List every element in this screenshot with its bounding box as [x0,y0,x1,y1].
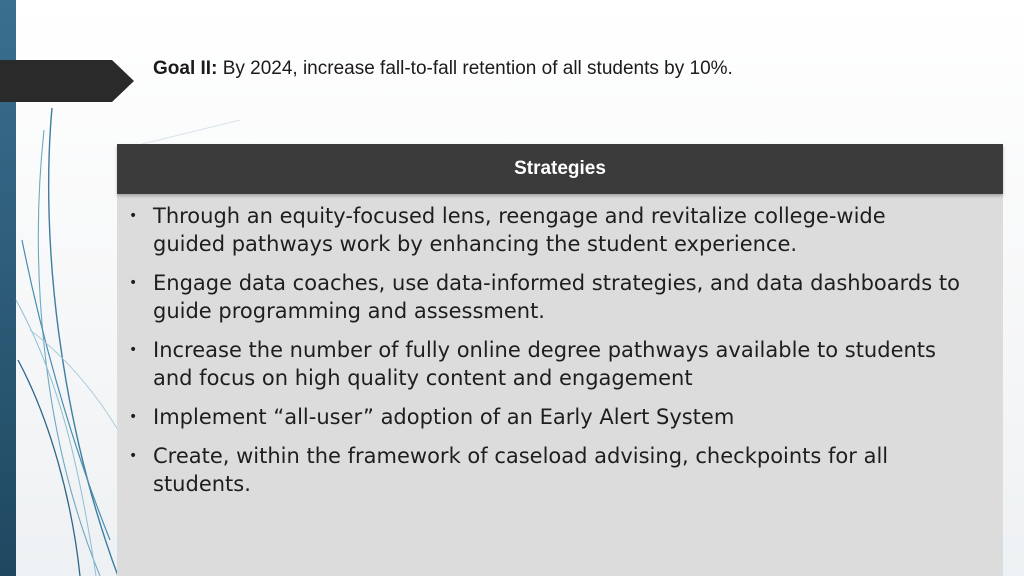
bullet-icon: • [129,409,138,425]
strategy-text: Implement “all-user” adoption of an Early Alert System [153,405,735,429]
strategies-list [117,194,1003,498]
bullet-icon: • [129,208,138,224]
strategies-header: Strategies [117,144,1003,194]
strategy-text: Engage data coaches, use data-informed strategies, and data dashboards to guide programming and assessment. [153,271,960,323]
strategy-text: Create, within the framework of caseload advising, checkpoints for all students. [153,444,889,496]
goal-label: Goal II: [153,58,218,79]
list-item [129,403,963,431]
list-item [129,269,963,325]
strategies-table [117,144,1003,576]
list-item [129,336,963,392]
goal-text: By 2024, increase fall-to-fall retention of all students by 10%. [222,58,733,79]
list-item [129,202,963,258]
bullet-icon: • [129,342,138,358]
list-item [129,442,963,498]
goal-arrow-shape [0,60,134,102]
strategy-text: Through an equity-focused lens, reengage and revitalize college-wide guided pathways work by enhancing the student experience. [153,204,886,256]
bullet-icon: • [129,448,138,464]
bullet-icon: • [129,275,138,291]
goal-statement [153,58,733,80]
strategy-text: Increase the number of fully online degree pathways available to students and focus on high quality content and engagement [153,338,936,390]
